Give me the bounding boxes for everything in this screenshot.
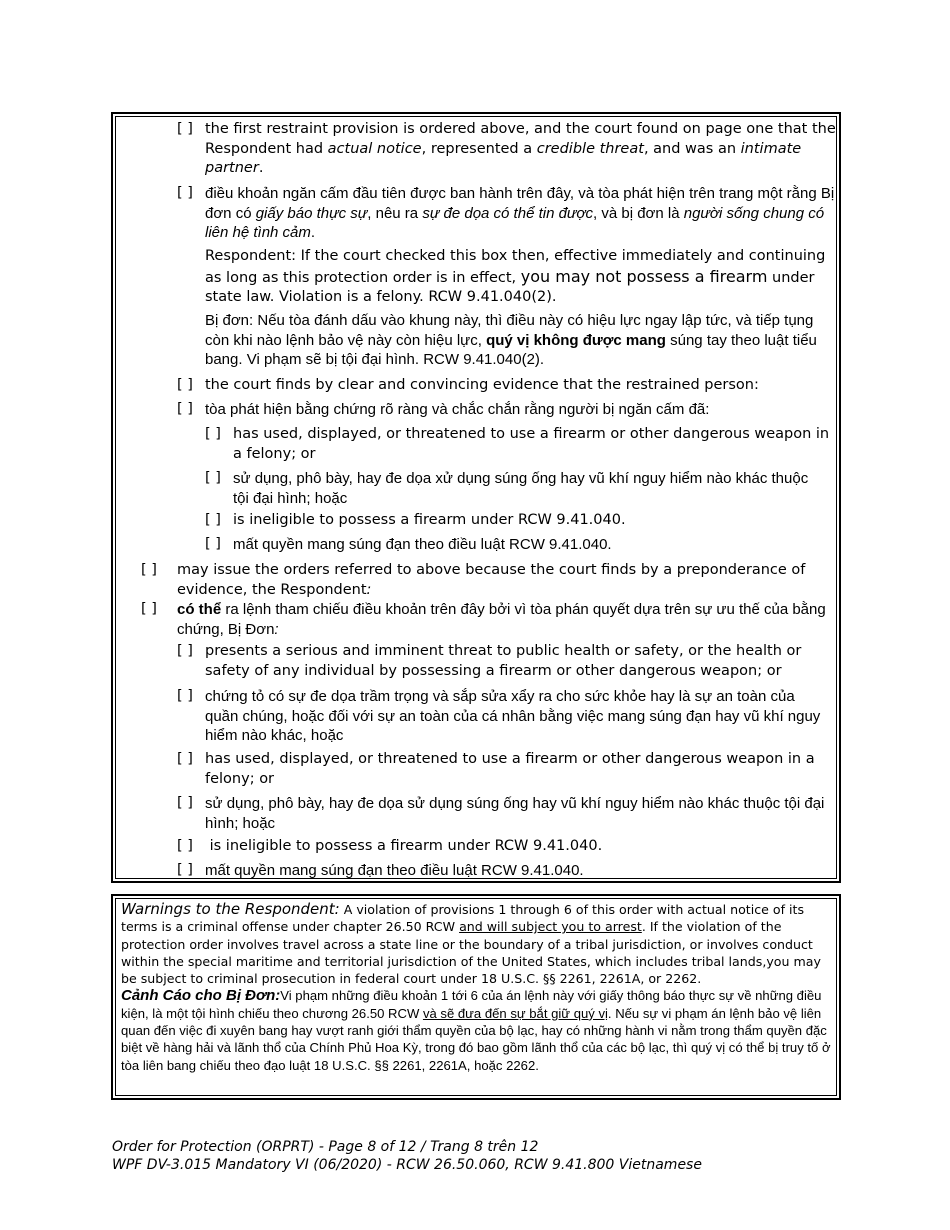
text-underline: và sẽ đưa đến sự bắt giữ quý vị [422, 1005, 608, 1021]
text: . [310, 224, 316, 241]
text-italic: sự đe dọa có thể tin được [422, 204, 594, 222]
text-italic: credible threat [536, 140, 644, 157]
checkbox-ineligible-2-en[interactable]: [ ] [177, 838, 193, 854]
text: , và bị đơn là [593, 204, 684, 222]
text: , nêu ra [367, 204, 423, 222]
serious-threat-vi: chứng tỏ có sự đe dọa trầm trọng và sắp sửa xẩy ra cho sức khỏe hay là sự an toàn của quần chúng, hoặc đối với sự an toàn của cá nhân bằng việc mang súng đạn hay vũ khí nguy hiểm nào khác, hoặc [205, 688, 821, 744]
warning-vi-title: Cảnh Cáo cho Bị Đơn: [121, 987, 281, 1005]
text: ra lệnh tham chiếu điều khoản trên đây bởi vì tòa phán quyết dựa trên sự ưu thế của bằng chứng, Bị Đơn [177, 601, 826, 638]
text: súng tay theo luật tiểu bang. Vi phạm sẽ bị tội đại hình. RCW 9.41.040(2). [205, 331, 817, 368]
respondent-note-en [205, 247, 837, 308]
ineligible-2-en: is ineligible to possess a firearm under RCW 9.41.040. [205, 838, 603, 854]
firearm-provisions-box [111, 112, 841, 883]
checkbox-serious-threat-en[interactable]: [ ] [177, 643, 193, 659]
text: , represented a [421, 140, 537, 157]
checkbox-may-issue-vi[interactable]: [ ] [141, 601, 157, 617]
footer-form-line: WPF DV-3.015 Mandatory VI (06/2020) - RCW 26.50.060, RCW 9.41.800 Vietnamese [112, 1157, 702, 1173]
used-firearm-vi: sử dụng, phô bày, hay đe dọa xử dụng súng ống hay vũ khí nguy hiểm nào khác thuộc tội đại hình; hoặc [233, 470, 809, 507]
ineligible-vi: mất quyền mang súng đạn theo điều luật RCW 9.41.040. [233, 536, 612, 553]
text: . If the violation of the protection order involves travel across a state line or the boundary of a tribal jurisdiction, or involves conduct within the special maritime and territorial jurisdiction of the United States, which includes tribal lands,you may be subject to criminal prosecution in federal court under 18 U.S.C. §§ 2261, 2261A, or 2262. [121, 919, 821, 987]
checkbox-ineligible-2-vi[interactable]: [ ] [177, 862, 193, 878]
used-firearm-en: has used, displayed, or threatened to use a firearm or other dangerous weapon in a felony; or [233, 426, 830, 462]
checkbox-clear-evidence-vi[interactable]: [ ] [177, 401, 193, 417]
text-italic: : [366, 581, 372, 598]
text: Bị đơn: Nếu tòa đánh dấu vào khung này, thì điều này có hiệu lực ngay lập tức, và tiếp tụng còn khi nào lệnh bảo vệ này còn hiệu lực, [205, 312, 814, 349]
warnings-text [121, 901, 831, 1074]
restraint-provision-vi [205, 184, 837, 243]
checkbox-used-firearm-vi[interactable]: [ ] [205, 470, 221, 486]
text: the first restraint provision is ordered above, and the court found on page one that the Respondent had [205, 121, 836, 157]
checkbox-used-firearm-en[interactable]: [ ] [205, 426, 221, 442]
clear-evidence-en: the court finds by clear and convincing evidence that the restrained person: [205, 377, 759, 393]
checkbox-used-weapon-en[interactable]: [ ] [177, 751, 193, 767]
text-bold: quý vị không được mang [486, 331, 666, 349]
text: . [258, 160, 264, 176]
respondent-note-vi [205, 311, 837, 370]
warning-en [121, 901, 831, 987]
checkbox-may-issue-en[interactable]: [ ] [141, 562, 157, 578]
text: may issue the orders referred to above because the court finds by a preponderance of evidence, the Respondent [177, 562, 806, 598]
warnings-box [111, 894, 841, 1100]
text-italic: : [274, 620, 279, 638]
may-issue-en [177, 561, 837, 600]
ineligible-2-vi: mất quyền mang súng đạn theo điều luật RCW 9.41.040. [205, 862, 584, 879]
restraint-provision-en [205, 120, 837, 179]
checkbox-clear-evidence-en[interactable]: [ ] [177, 377, 193, 393]
checkbox-restraint-en[interactable]: [ ] [177, 121, 193, 137]
clear-evidence-vi: tòa phát hiện bằng chứng rõ ràng và chắc chắn rằng người bị ngăn cấm đã: [205, 401, 710, 418]
text: Vi phạm những điều khoản 1 tới 6 của án lệnh này với giấy thông báo thực sự về những điều kiện, là một tội hình chiếu theo chương 26.50 RCW [121, 988, 822, 1021]
text-emphasis: you may not possess a firearm [520, 266, 768, 286]
checkbox-ineligible-vi[interactable]: [ ] [205, 536, 221, 552]
used-weapon-en: has used, displayed, or threatened to use a firearm or other dangerous weapon in a felony; or [205, 751, 815, 787]
text: Respondent: If the court checked this box then, effective immediately and continuing as long as this protection order is in effect, [205, 248, 826, 286]
text-italic: intimate partner [205, 140, 802, 176]
text-italic: người sống chung có liên hệ tình cảm [205, 204, 825, 241]
footer-page-line: Order for Protection (ORPRT) - Page 8 of 12 / Trang 8 trên 12 [112, 1139, 539, 1155]
text: , and was an [643, 140, 741, 157]
may-issue-vi [177, 600, 837, 639]
checkbox-serious-threat-vi[interactable]: [ ] [177, 688, 193, 704]
text-italic: giấy báo thực sự [255, 204, 368, 222]
checkbox-used-weapon-vi[interactable]: [ ] [177, 795, 193, 811]
text-bold: có thể [177, 601, 222, 618]
text-italic: actual notice [327, 140, 422, 157]
used-weapon-vi: sử dụng, phô bày, hay đe dọa sử dụng súng ống hay vũ khí nguy hiểm nào khác thuộc tội đại hình; hoặc [205, 795, 825, 832]
warning-en-title: Warnings to the Respondent: [121, 900, 340, 918]
text: A violation of provisions 1 through 6 of this order with actual notice of its terms is a criminal offense under chapter 26.50 RCW [121, 902, 805, 935]
ineligible-en: is ineligible to possess a firearm under RCW 9.41.040. [233, 512, 626, 528]
checkbox-ineligible-en[interactable]: [ ] [205, 512, 221, 528]
text: điều khoản ngăn cấm đầu tiên được ban hành trên đây, và tòa phát hiện trên trang một rằng Bị đơn có [205, 185, 835, 222]
text: . Nếu sự vi phạm án lệnh bảo vệ liên quan đến việc đi xuyên bang hay vượt ranh giới thẩm quyền của bộ lạc, hay có những hành vi nằm trong thẩm quyền đặc biệt về hàng hải và lãnh thổ của Chính Phủ Hoa Kỳ, trong đó bao gồm lãnh thổ của các bộ lạc, thì quý vị có thể bị truy tố ở tòa liên bang chiếu theo đạo luật 18 U.S.C. §§ 2261, 2261A, hoặc 2262. [121, 1005, 831, 1073]
text: under state law. Violation is a felony. RCW 9.41.040(2). [205, 269, 815, 305]
warning-vi [121, 987, 831, 1073]
serious-threat-en: presents a serious and imminent threat to public health or safety, or the health or safety of any individual by possessing a firearm or other dangerous weapon; or [205, 643, 802, 679]
text-underline: and will subject you to arrest [459, 919, 642, 935]
checkbox-restraint-vi[interactable]: [ ] [177, 185, 193, 201]
